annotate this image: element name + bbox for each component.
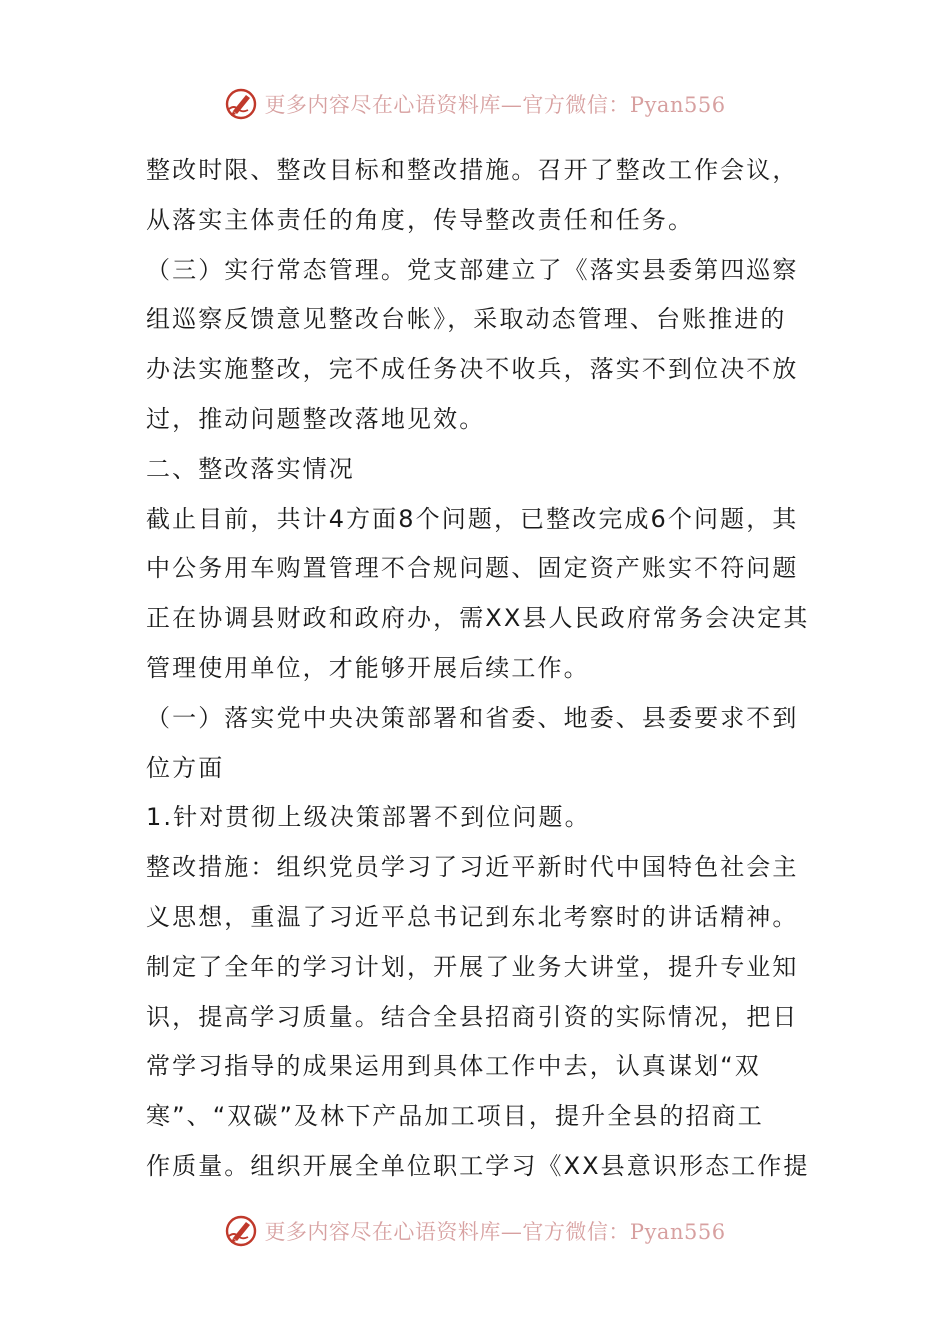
pen-seal-icon [224, 87, 258, 121]
text-line: 中公务用车购置管理不合规问题、固定资产账实不符问题 [146, 554, 799, 583]
text-line: 寒”、“双碳”及林下产品加工项目，提升全县的招商工 [146, 1102, 764, 1131]
section-heading: 二、整改落实情况 [146, 454, 355, 483]
text-line: 识，提高学习质量。结合全县招商引资的实际情况，把日 [146, 1002, 799, 1031]
footer-watermark-text: 更多内容尽在心语资料库—官方微信：Pyan556 [264, 1220, 726, 1244]
text-line: 过，推动问题整改落地见效。 [146, 404, 486, 433]
text-line: 整改措施：组织党员学习了习近平新时代中国特色社会主 [146, 853, 799, 882]
header-watermark-text: 更多内容尽在心语资料库—官方微信：Pyan556 [264, 93, 726, 117]
sub-heading: 1.针对贯彻上级决策部署不到位问题。 [146, 803, 591, 832]
text-line: 组巡察反馈意见整改台帐》，采取动态管理、台账推进的 [146, 305, 787, 334]
header-watermark-banner [0, 84, 950, 124]
text-line: 义思想，重温了习近平总书记到东北考察时的讲话精神。 [146, 902, 799, 931]
pen-seal-icon [224, 1214, 258, 1248]
text-line: 管理使用单位，才能够开展后续工作。 [146, 653, 590, 682]
text-line: 作质量。组织开展全单位职工学习《XX县意识形态工作提 [146, 1151, 810, 1180]
text-line: 制定了全年的学习计划，开展了业务大讲堂，提升专业知 [146, 952, 799, 981]
text-line: 办法实施整改，完不成任务决不收兵，落实不到位决不放 [146, 355, 799, 384]
footer-watermark-banner [0, 1211, 950, 1251]
text-line: 截止目前，共计4方面8个问题，已整改完成6个问题，其 [146, 504, 799, 533]
text-line: 整改时限、整改目标和整改措施。召开了整改工作会议， [146, 156, 799, 184]
document-body [146, 146, 810, 1192]
text-line: 从落实主体责任的角度，传导整改责任和任务。 [146, 205, 695, 234]
text-line: 正在协调县财政和政府办，需XX县人民政府常务会决定其 [146, 604, 810, 633]
text-line: 常学习指导的成果运用到具体工作中去，认真谋划“双 [146, 1052, 761, 1081]
section-heading: （三）实行常态管理。党支部建立了《落实县委第四巡察 [146, 255, 799, 284]
text-line: 位方面 [146, 753, 225, 782]
section-heading: （一）落实党中央决策部署和省委、地委、县委要求不到 [146, 703, 799, 732]
